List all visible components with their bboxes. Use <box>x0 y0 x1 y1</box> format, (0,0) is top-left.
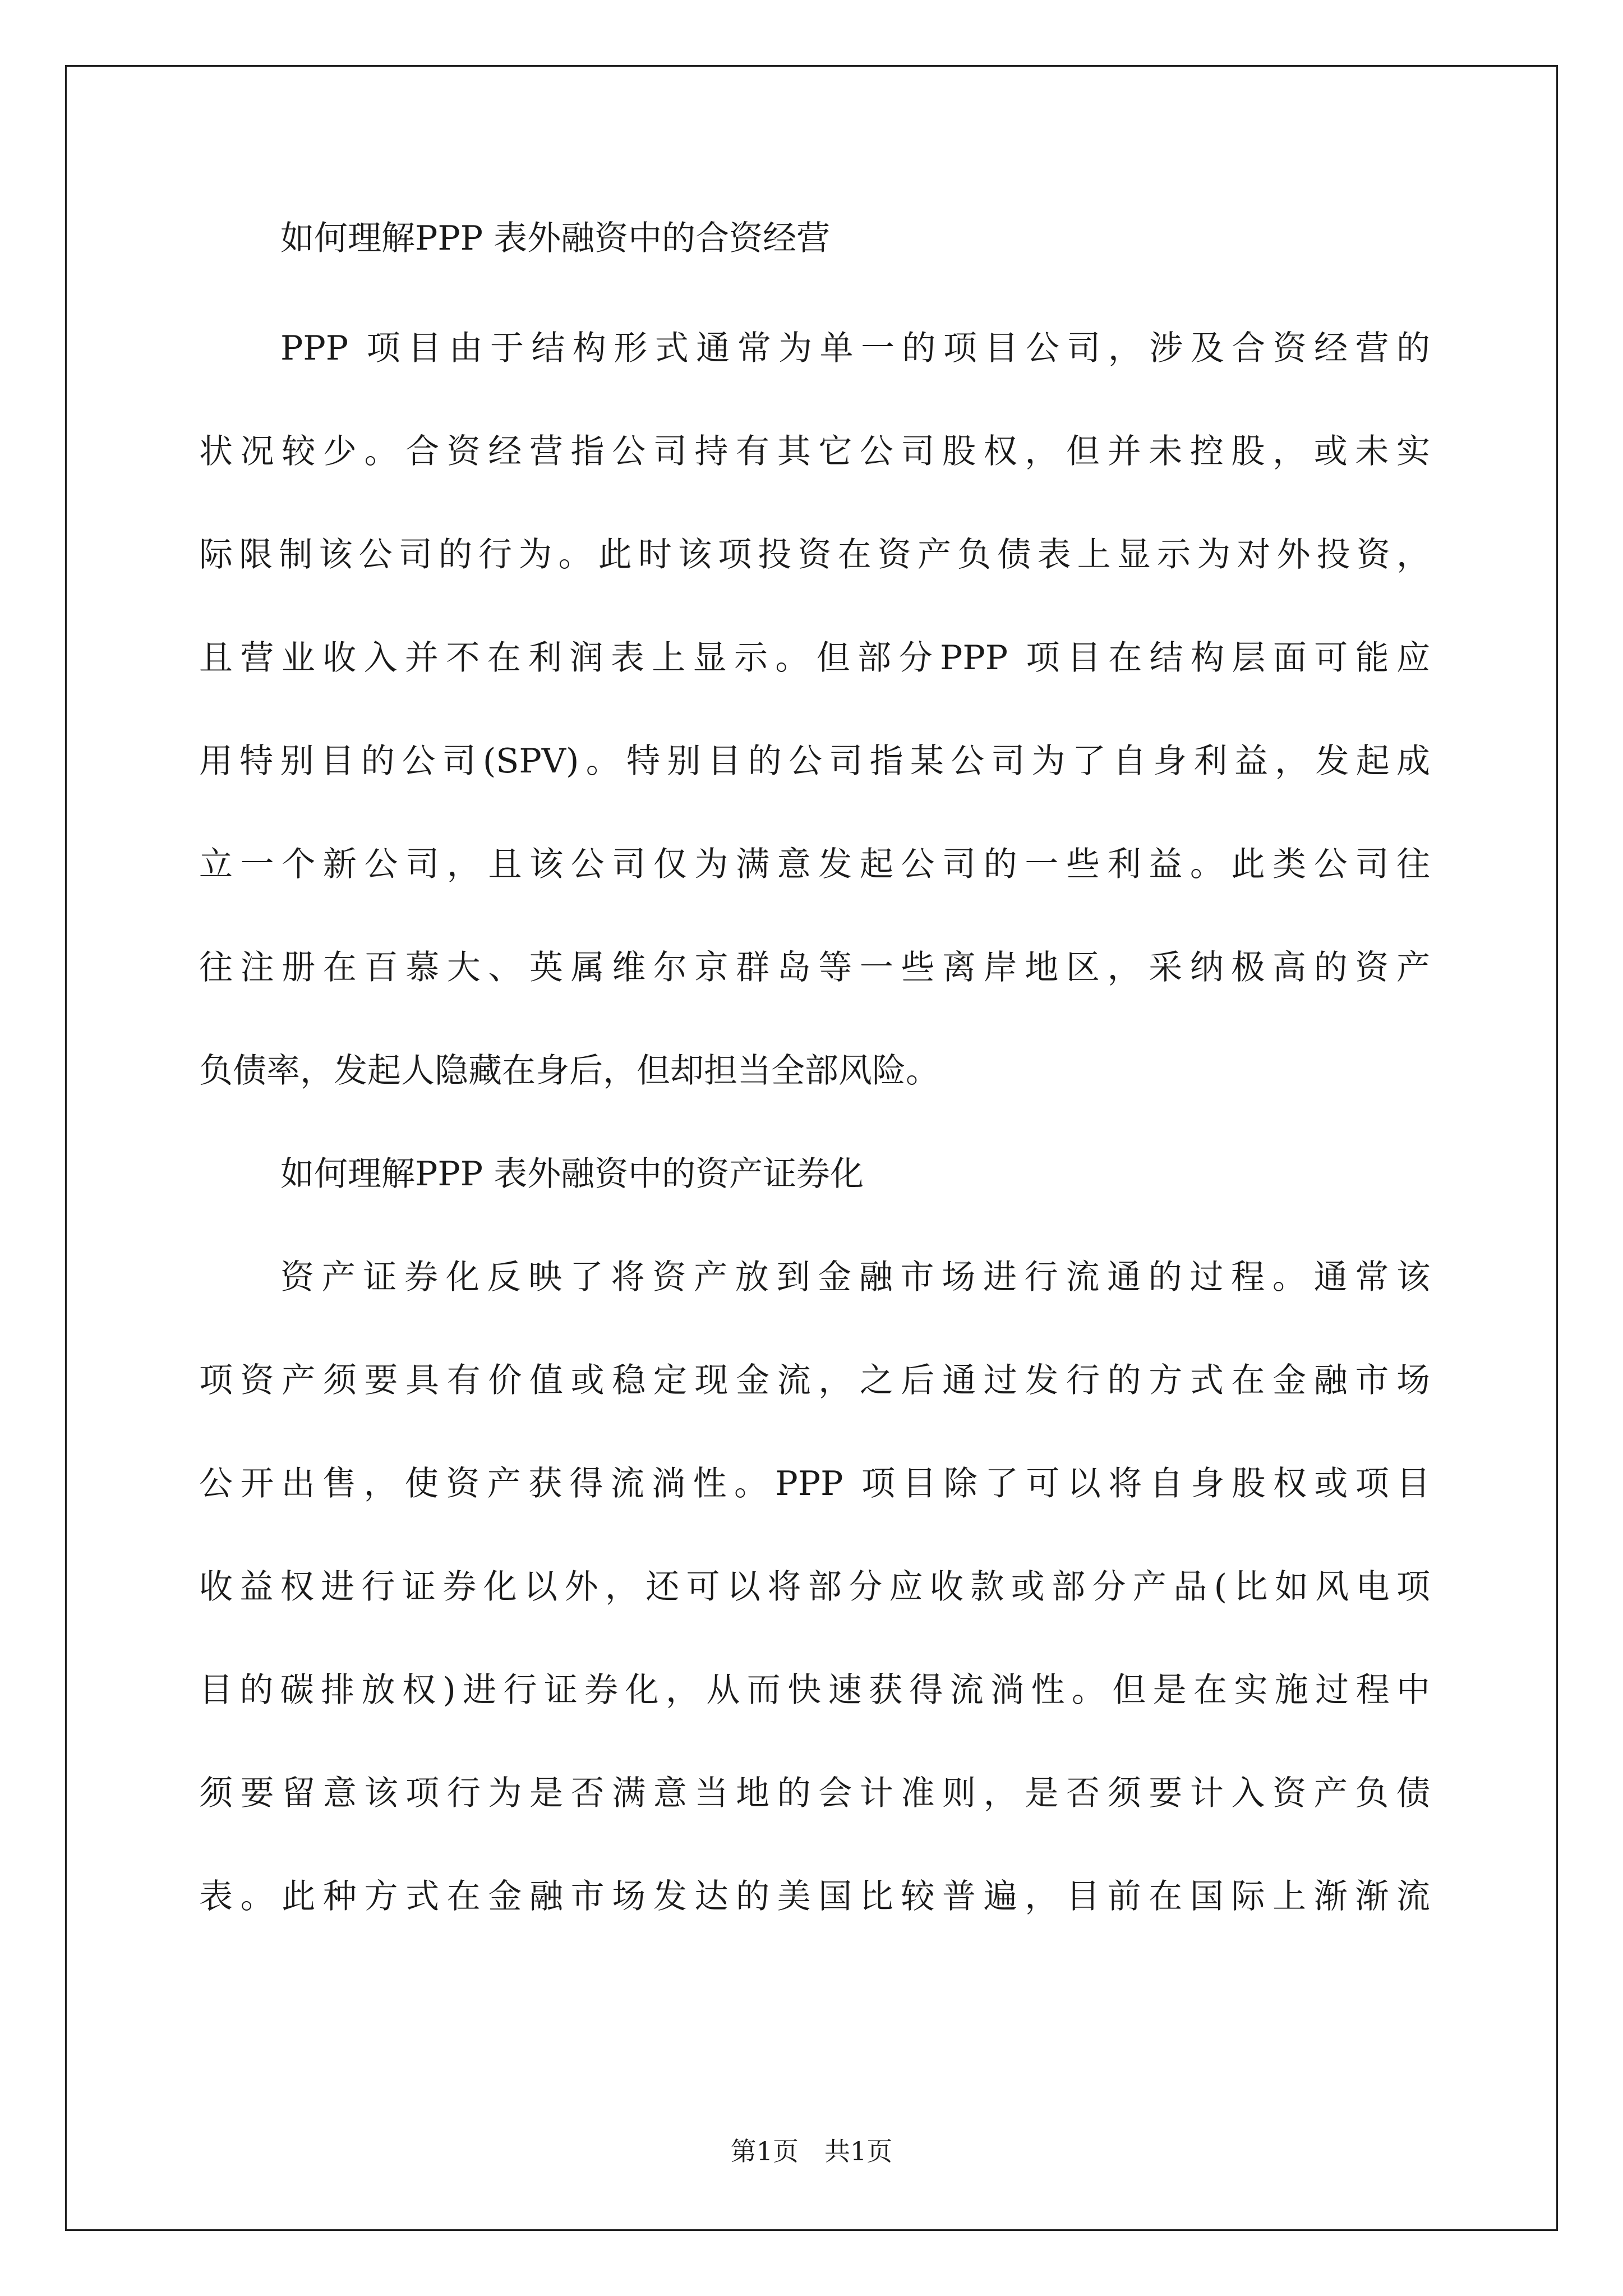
section-heading-securitization: 如何理解PPP 表外融资中的资产证券化 <box>280 1154 864 1194</box>
paragraph-joint-venture <box>199 329 1430 1091</box>
paragraph-line: PPP 项目由于结构形式通常为单一的项目公司，涉及合资经营的 <box>280 329 1430 368</box>
paragraph-line: 用特别目的公司(SPV)。特别目的公司指某公司为了自身利益，发起成 <box>199 742 1430 781</box>
paragraph-line: 须要留意该项行为是否满意当地的会计准则，是否须要计入资产负债 <box>199 1774 1430 1813</box>
section-heading-joint-venture: 如何理解PPP 表外融资中的合资经营 <box>280 219 831 258</box>
paragraph-line: 目的碳排放权)进行证券化，从而快速获得流淌性。但是在实施过程中 <box>199 1671 1430 1710</box>
paragraph-line: 立一个新公司，且该公司仅为满意发起公司的一些利益。此类公司往 <box>199 845 1430 884</box>
document-body <box>199 219 1430 1983</box>
paragraph-line: 往注册在百慕大、英属维尔京群岛等一些离岸地区，采纳极高的资产 <box>199 948 1430 987</box>
paragraph-line: 资产证券化反映了将资产放到金融市场进行流通的过程。通常该 <box>280 1258 1430 1297</box>
paragraph-securitization <box>199 1258 1430 1916</box>
paragraph-line: 收益权进行证券化以外，还可以将部分应收款或部分产品(比如风电项 <box>199 1567 1430 1607</box>
paragraph-line: 状况较少。合资经营指公司持有其它公司股权，但并未控股，或未实 <box>199 432 1430 471</box>
paragraph-line: 际限制该公司的行为。此时该项投资在资产负债表上显示为对外投资， <box>199 535 1430 574</box>
paragraph-line: 表。此种方式在金融市场发达的美国比较普遍，目前在国际上渐渐流 <box>199 1877 1430 1916</box>
page-footer: 第1页 共1页 <box>730 2136 893 2166</box>
paragraph-line: 项资产须要具有价值或稳定现金流，之后通过发行的方式在金融市场 <box>199 1361 1430 1400</box>
paragraph-line: 且营业收入并不在利润表上显示。但部分PPP 项目在结构层面可能应 <box>199 638 1430 678</box>
paragraph-line: 公开出售，使资产获得流淌性。PPP 项目除了可以将自身股权或项目 <box>199 1464 1430 1503</box>
paragraph-line: 负债率，发起人隐藏在身后，但却担当全部风险。 <box>199 1051 939 1091</box>
